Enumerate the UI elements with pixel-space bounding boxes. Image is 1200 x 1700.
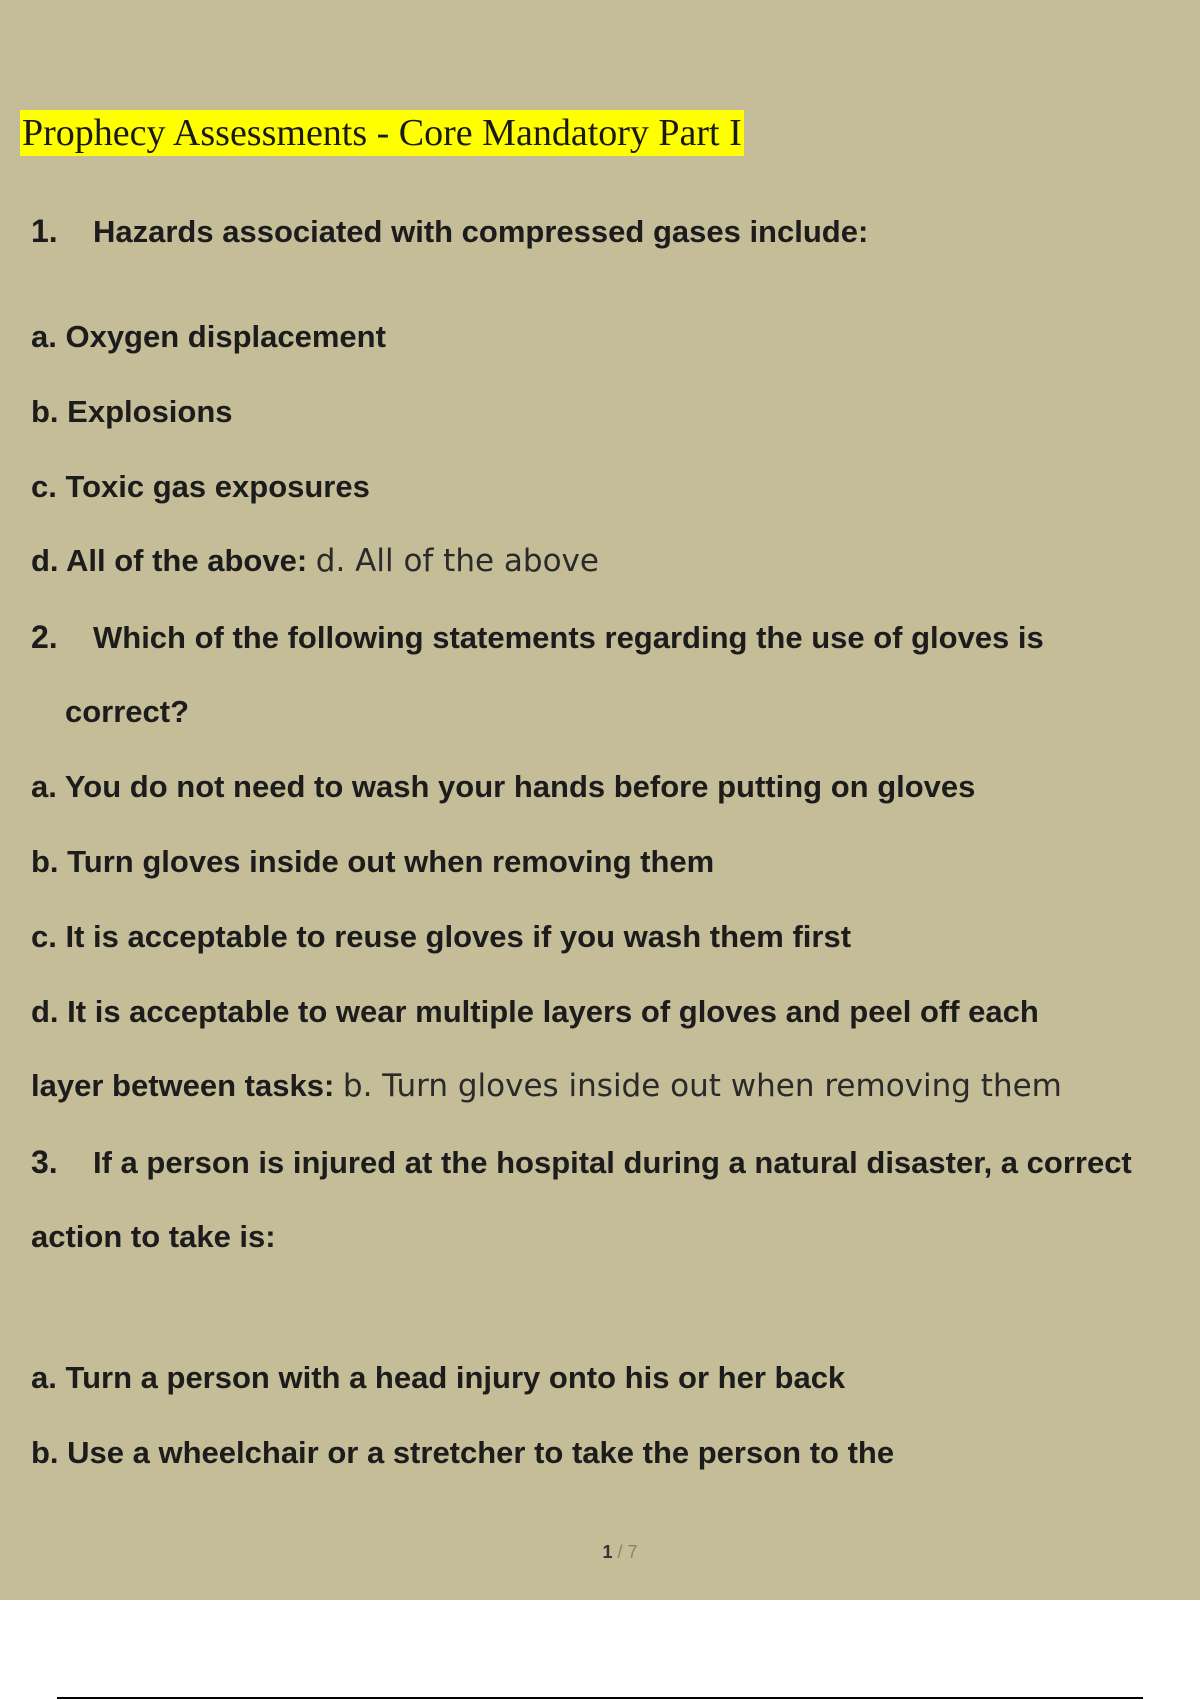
question-2-option-d-label: layer between tasks: [31,1068,335,1103]
question-2-option-c: c. It is acceptable to reuse gloves if you wash them first [31,919,852,954]
question-1-option-d [31,541,599,581]
question-2-option-d: d. It is acceptable to wear multiple layers of gloves and peel off each [31,994,1039,1029]
question-3-number: 3. [31,1144,58,1180]
question-1 [31,211,868,252]
page-total: / 7 [617,1542,638,1562]
question-1-option-c: c. Toxic gas exposures [31,469,370,504]
question-1-text: Hazards associated with compressed gases include: [93,214,869,249]
question-2-option-a: a. You do not need to wash your hands before putting on gloves [31,769,976,804]
question-2-text-line2: correct? [65,694,190,729]
document-title: Prophecy Assessments - Core Mandatory Part I [22,112,742,154]
question-2-number: 2. [31,619,58,655]
question-1-option-b: b. Explosions [31,394,233,429]
question-1-answer: d. All of the above [315,543,599,579]
question-1-option-d-label: d. All of the above: [31,543,308,578]
question-2 [31,617,1044,658]
divider [57,1697,1143,1699]
page-indicator [0,1542,1200,1563]
question-3-option-b: b. Use a wheelchair or a stretcher to take the person to the [31,1435,895,1470]
question-3 [31,1142,1132,1183]
question-2-option-b: b. Turn gloves inside out when removing them [31,844,715,879]
question-3-option-a: a. Turn a person with a head injury onto his or her back [31,1360,846,1395]
question-2-option-d-cont [31,1066,1062,1106]
question-1-option-a: a. Oxygen displacement [31,319,386,354]
question-3-text-line1: If a person is injured at the hospital during a natural disaster, a correct [93,1145,1132,1180]
question-2-text-line1: Which of the following statements regarding the use of gloves is [93,620,1044,655]
page-current: 1 [602,1542,613,1562]
question-2-answer: b. Turn gloves inside out when removing them [342,1068,1062,1104]
question-1-number: 1. [31,213,58,249]
question-3-text-line2: action to take is: [31,1219,276,1254]
